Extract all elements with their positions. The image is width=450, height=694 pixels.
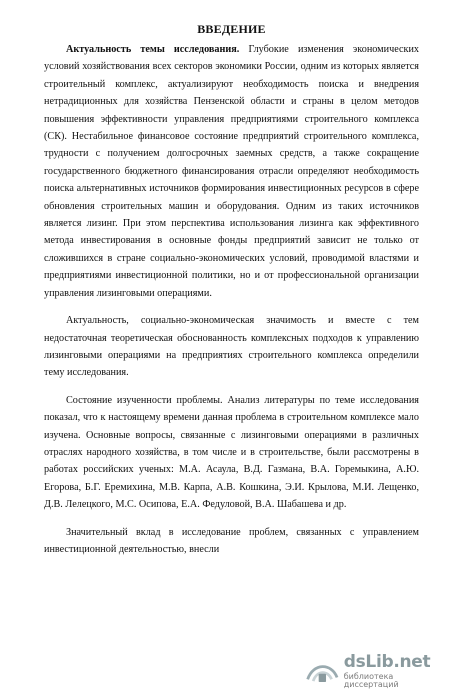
paragraph-text: Состояние изученности проблемы. Анализ литературы по теме исследования показал, что к настоящему времени данная проблема в строительном комплексе мало изучена. Основные вопросы, связанные с лизинговыми операциями в различных отраслях народного хозяйства, в том числе и в строительстве, были рассмотрены в работах российских ученых: М.А. Асаула, В.Д. Газмана, В.А. Горемыкина, А.Ю. Егорова, Б.Г. Еремихина, М.В. Карпа, А.В. Кошкина, Э.И. Крылова, М.И. Лещенко, Д.В. Лелецкого, М.С. Осипова, Е.А. Федуловой, В.А. Шабашева и др.	[44, 394, 419, 511]
paragraph-relevance	[44, 41, 419, 302]
paragraph-lead: Актуальность темы исследования.	[66, 44, 240, 55]
watermark-brand: dsLib.net	[343, 651, 431, 672]
paragraph-contribution	[44, 524, 419, 559]
watermark-subtitle: библиотека диссертаций	[343, 671, 399, 689]
paragraph-text: Актуальность, социально-экономическая значимость и вместе с тем недостаточная теоретическая обоснованность комплексных подходов к управлению лизинговыми операциями на предприятиях строительного комплекса определили тему исследования.	[44, 315, 419, 379]
paragraph-state-of-research	[44, 392, 419, 514]
dslib-logo-icon	[304, 656, 341, 686]
paragraph-text: Значительный вклад в исследование проблем, связанных с управлением инвестиционной деятельностью, внесли	[44, 526, 419, 555]
watermark	[304, 651, 442, 689]
paragraph-significance	[44, 312, 419, 382]
document-title: ВВЕДЕНИЕ	[197, 22, 266, 36]
paragraph-text: Глубокие изменения экономических условий хозяйствования всех секторов экономики России, одним из которых является строительный комплекс, актуализируют необходимость поиска и внедрения нетрадиционных для хозяйства Пензенской области и страны в целом методов повышения эффективности управления предприятиями строительного комплекса (СК). Нестабильное финансовое состояние предприятий строительного комплекса, трудности с получением долгосрочных заемных средств, а также сокращение государственного бюджетного финансирования отрасли определяют необходимость поиска альтернативных источников формирования инвестиционных ресурсов в сфере обновления строительных машин и оборудования. Одним из таких источников является лизинг. При этом перспектива использования лизинга как эффективного метода инвестирования в основные фонды предприятий зависит не только от сложившихся в стране социально-экономических условий, проводимой властями и предприятиями инвестиционной политики, но и от профессиональной организации управления лизинговыми операциями.	[44, 44, 419, 299]
